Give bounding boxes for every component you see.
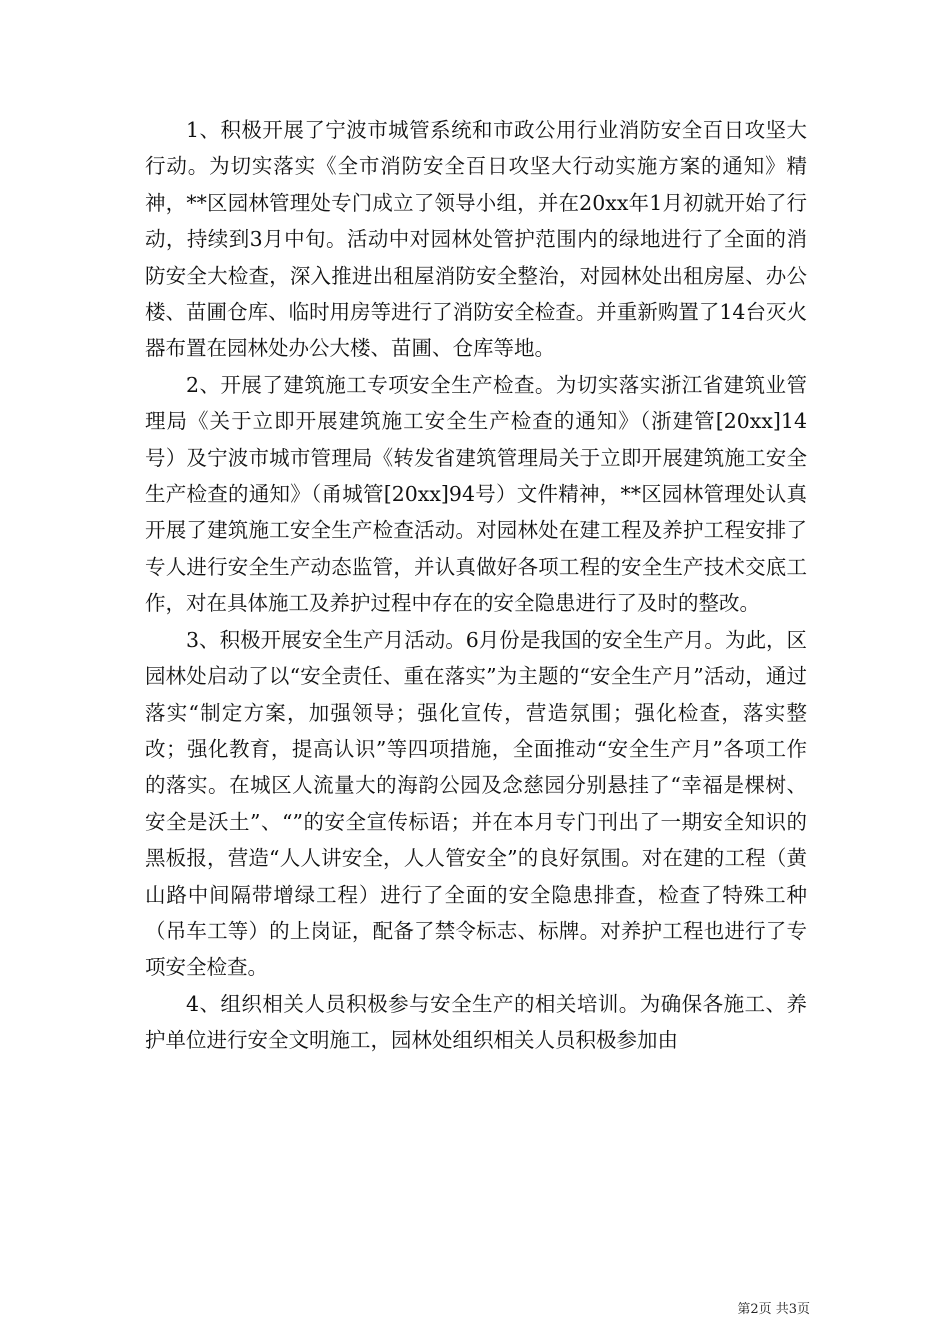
paragraph-2: 2、开展了建筑施工专项安全生产检查。为切实落实浙江省建筑业管理局《关于立即开展建筑施工安全生产检查的通知》（浙建管[20xx]14号）及宁波市城市管理局《转发省建筑管理局关于立即开展建筑施工安全生产检查的通知》（甬城管[20xx]94号）文件精神，**区园林管理处认真开展了建筑施工安全生产检查活动。对园林处在建工程及养护工程安排了专人进行安全生产动态监管，并认真做好各项工程的安全生产技术交底工作，对在具体施工及养护过程中存在的安全隐患进行了及时的整改。 bbox=[145, 372, 807, 616]
paragraph-3: 3、积极开展安全生产月活动。6月份是我国的安全生产月。为此，区园林处启动了以“安全责任、重在落实”为主题的“安全生产月”活动，通过落实“制定方案，加强领导；强化宣传，营造氛围；强化检查，落实整改；强化教育，提高认识”等四项措施，全面推动“安全生产月”各项工作的落实。在城区人流量大的海韵公园及念慈园分别悬挂了“幸福是棵树、安全是沃土”、“”的安全宣传标语；并在本月专门刊出了一期安全知识的黑板报，营造“人人讲安全，人人管安全”的良好氛围。对在建的工程（黄山路中间隔带增绿工程）进行了全面的安全隐患排查，检查了特殊工种（吊车工等）的上岗证，配备了禁令标志、标牌。对养护工程也进行了专项安全检查。 bbox=[145, 627, 807, 980]
page-number: 第2页 共3页 bbox=[737, 1302, 810, 1317]
document-body bbox=[145, 112, 807, 1059]
paragraph-4: 4、组织相关人员积极参与安全生产的相关培训。为确保各施工、养护单位进行安全文明施工，园林处组织相关人员积极参加由 bbox=[145, 991, 807, 1053]
paragraph-1: 1、积极开展了宁波市城管系统和市政公用行业消防安全百日攻坚大行动。为切实落实《全市消防安全百日攻坚大行动实施方案的通知》精神，**区园林管理处专门成立了领导小组，并在20xx年1月初就开始了行动，持续到3月中旬。活动中对园林处管护范围内的绿地进行了全面的消防安全大检查，深入推进出租屋消防安全整治，对园林处出租房屋、办公楼、苗圃仓库、临时用房等进行了消防安全检查。并重新购置了14台灭火器布置在园林处办公大楼、苗圃、仓库等地。 bbox=[145, 118, 807, 361]
